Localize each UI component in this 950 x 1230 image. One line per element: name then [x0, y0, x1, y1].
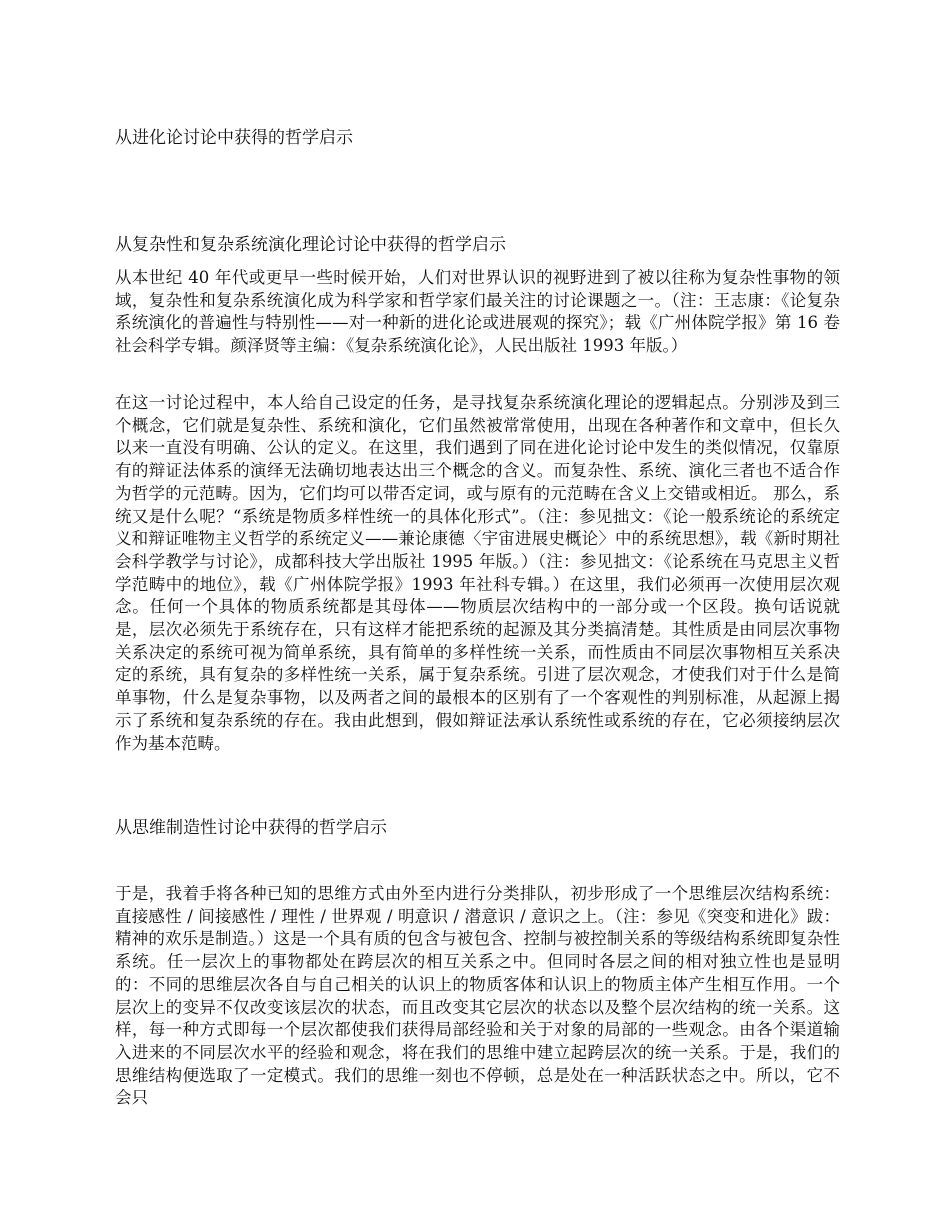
section-heading-complexity: 从复杂性和复杂系统演化理论讨论中获得的哲学启示 [115, 235, 506, 255]
complexity-paragraph-body: 在这一讨论过程中，本人给自己设定的任务，是寻找复杂系统演化理论的逻辑起点。分别涉及到三个概念，它们就是复杂性、系统和演化，它们虽然被常常使用，出现在各种著作和文章中，但长久以来一直没有明确、公认的定义。在这里，我们遇到了同在进化论讨论中发生的类似情况，仅靠原有的辩证法体系的演绎无法确切地表达出三个概念的含义。而复杂性、系统、演化三者也不适合作为哲学的元范畴。因为，它们均可以带否定词，或与原有的元范畴在含义上交错或相近。 那么，系统又是什么呢？“系统是物质多样性统一的具体化形式”。（注：参见拙文：《论一般系统论的系统定义和辩证唯物主义哲学的系统定义——兼论康德〈宇宙进展史概论〉中的系统思想》，载《新时期社会科学教学与讨论》，成都科技大学出版社 1995 年版。）（注：参见拙文：《论系统在马克思主义哲学范畴中的地位》，载《广州体院学报》1993 年社科专辑。）在这里，我们必须再一次使用层次观念。任何一个具体的物质系统都是其母体——物质层次结构中的一部分或一个区段。换句话说就是，层次必须先于系统存在，只有这样才能把系统的起源及其分类搞清楚。其性质是由同层次事物关系决定的系统可视为简单系统，具有简单的多样性统一关系，而性质由不同层次事物相互关系决定的系统，具有复杂的多样性统一关系，属于复杂系统。引进了层次观念，才使我们对于什么是简单事物，什么是复杂事物，以及两者之间的最根本的区别有了一个客观性的判别标准，从起源上揭示了系统和复杂系统的存在。我由此想到，假如辩证法承认系统性或系统的存在，它必须接纳层次作为基本范畴。 [115, 393, 840, 753]
complexity-paragraph-intro: 从本世纪 40 年代或更早一些时候开始，人们对世界认识的视野进到了被以往称为复杂性事物的领域，复杂性和复杂系统演化成为科学家和哲学家们最关注的讨论课题之一。（注：王志康：《论复杂系统演化的普遍性与特别性——对一种新的进化论或进展观的探究》；载《广州体院学报》第 16 卷社会科学专辑。颜泽贤等主编：《复杂系统演化论》，人民出版社 1993 年版。） [115, 268, 840, 356]
section-heading-thinking: 从思维制造性讨论中获得的哲学启示 [115, 818, 387, 838]
thinking-paragraph-body: 于是，我着手将各种已知的思维方式由外至内进行分类排队，初步形成了一个思维层次结构系统：直接感性 / 间接感性 / 理性 / 世界观 / 明意识 / 潜意识 / 意识之上。（注：参见《突变和进化》跋：精神的欢乐是制造。）这是一个具有质的包含与被包含、控制与被控制关系的等级结构系统即复杂性系统。任一层次上的事物都处在跨层次的相互关系之中。但同时各层之间的相对独立性也是显明的：不同的思维层次各自与自己相关的认识上的物质客体和认识上的物质主体产生相互作用。一个层次上的变异不仅改变该层次的状态，而且改变其它层次的状态以及整个层次结构的统一关系。这样，每一种方式即每一个层次都使我们获得局部经验和关于对象的局部的一些观念。由各个渠道输入进来的不同层次水平的经验和观念，将在我们的思维中建立起跨层次的统一关系。于是，我们的思维结构便选取了一定模式。我们的思维一刻也不停顿，总是处在一种活跃状态之中。所以，它不会只 [115, 884, 840, 1108]
section-heading-evolution: 从进化论讨论中获得的哲学启示 [115, 128, 353, 148]
